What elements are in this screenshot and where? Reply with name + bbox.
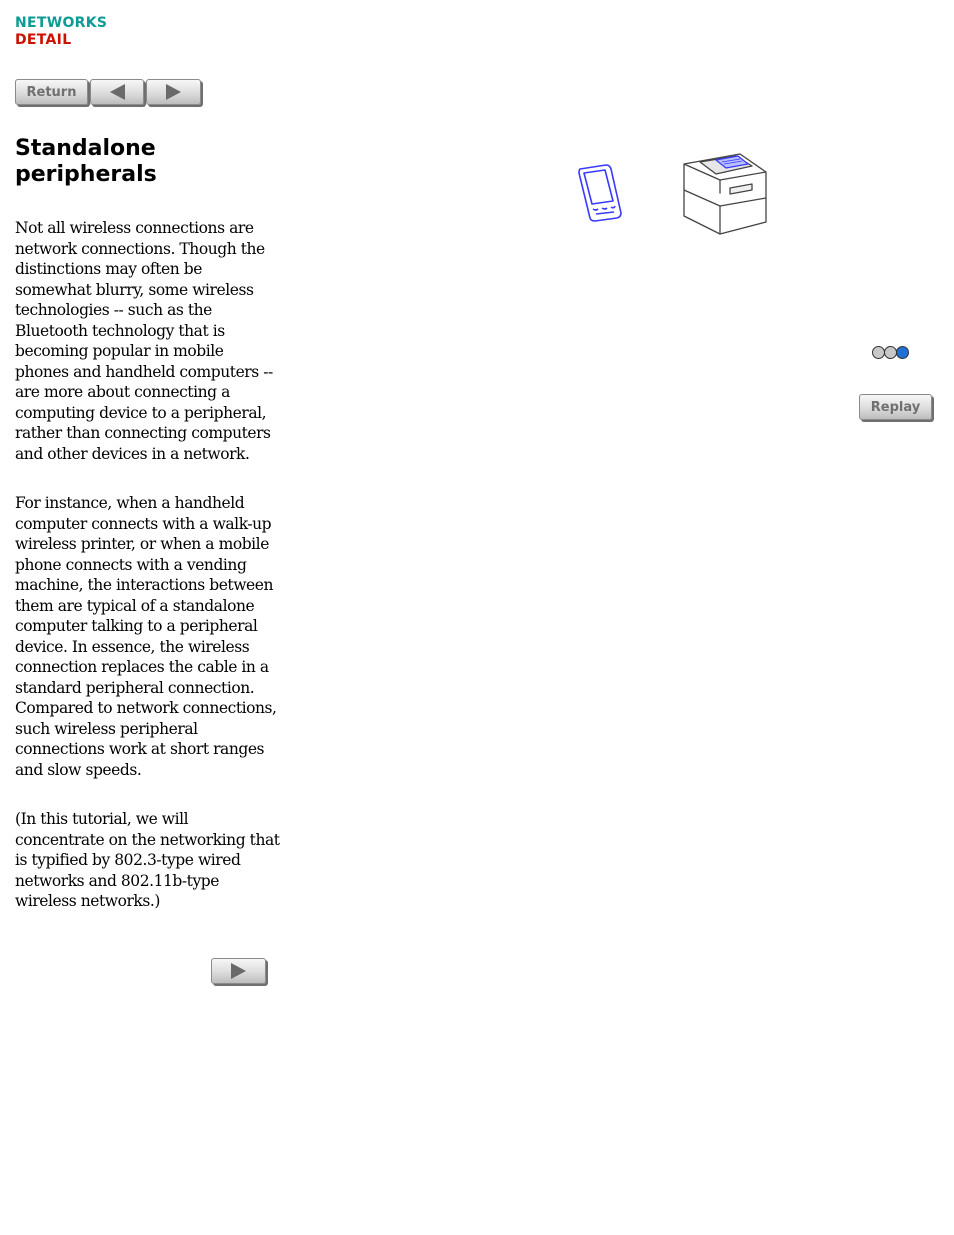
paragraph: For instance, when a handheld computer connects with a walk-up wireless printer, or when a mobile phone connects with a vending machine, the interactions between them are typical of a standalone computer talking to a peripheral device. In essence, the wireless connection replaces the cable in a standard peripheral connection. Compared to network connections, such wireless peripheral connections work at short ranges and slow speeds.	[15, 494, 277, 779]
triangle-left-icon	[110, 84, 125, 100]
replay-button[interactable]	[859, 394, 932, 420]
printer-icon	[680, 150, 772, 238]
page-title: Standalone peripherals	[15, 136, 157, 187]
breadcrumb-subsection: DETAIL	[15, 32, 72, 48]
return-button-label: Return	[26, 84, 77, 100]
paragraph: (In this tutorial, we will concentrate on the networking that is typified by 802.3-type wired networks and 802.11b-type wireless networks.)	[15, 810, 280, 910]
previous-button[interactable]	[90, 79, 144, 105]
step-dot-active	[896, 346, 909, 359]
triangle-right-icon	[166, 84, 181, 100]
article-body	[15, 218, 280, 941]
next-page-button[interactable]	[211, 958, 266, 984]
triangle-right-icon	[231, 963, 246, 979]
step-indicator	[872, 346, 908, 359]
return-button[interactable]	[15, 79, 88, 105]
handheld-computer-icon	[576, 163, 626, 225]
replay-button-label: Replay	[870, 399, 921, 415]
breadcrumb-section: NETWORKS	[15, 15, 108, 31]
next-button[interactable]	[146, 79, 201, 105]
navigation-bar	[15, 79, 203, 108]
paragraph: Not all wireless connections are network connections. Though the distinctions may often be somewhat blurry, some wireless technologies -- such as the Bluetooth technology that is becoming popular in mobile phones and handheld computers -- are more about connecting a computing device to a peripheral, rather than connecting computers and other devices in a network.	[15, 219, 273, 463]
